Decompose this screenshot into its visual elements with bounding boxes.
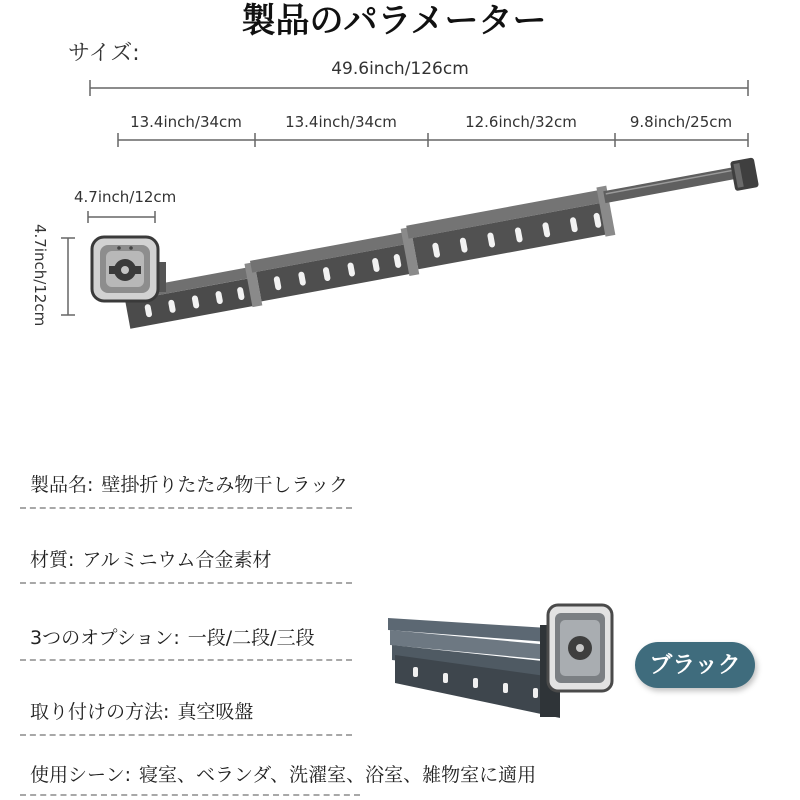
bracket-width-label: 4.7inch/12cm bbox=[74, 188, 177, 206]
color-option-badge: ブラック bbox=[635, 642, 755, 688]
spec-label: 取り付けの方法: bbox=[30, 701, 170, 723]
size-label: サイズ: bbox=[68, 41, 140, 66]
segment-3-label: 12.6inch/32cm bbox=[465, 113, 577, 131]
spec-label: 製品名: bbox=[30, 474, 94, 496]
segment-1-label: 13.4inch/34cm bbox=[130, 113, 242, 131]
folded-rack-bracket bbox=[548, 605, 612, 691]
spec-value: 寝室、ベランダ、洗濯室、浴室、雑物室に適用 bbox=[139, 764, 537, 786]
bracket-height-label: 4.7inch/12cm bbox=[31, 224, 49, 327]
spec-value: アルミニウム合金素材 bbox=[82, 549, 272, 571]
segment-2-label: 13.4inch/34cm bbox=[285, 113, 397, 131]
segment-4-label: 9.8inch/25cm bbox=[629, 113, 733, 131]
spec-label: 材質: bbox=[30, 549, 75, 571]
spec-value: 壁掛折りたたみ物干しラック bbox=[101, 474, 349, 496]
page-title: 製品のパラメーター bbox=[241, 1, 547, 41]
total-length-label: 49.6inch/126cm bbox=[331, 59, 469, 79]
spec-label: 使用シーン: bbox=[30, 764, 132, 786]
spec-label: 3つのオプション: bbox=[30, 627, 180, 649]
spec-value: 真空吸盤 bbox=[177, 701, 254, 723]
spec-value: 一段/二段/三段 bbox=[187, 627, 315, 649]
